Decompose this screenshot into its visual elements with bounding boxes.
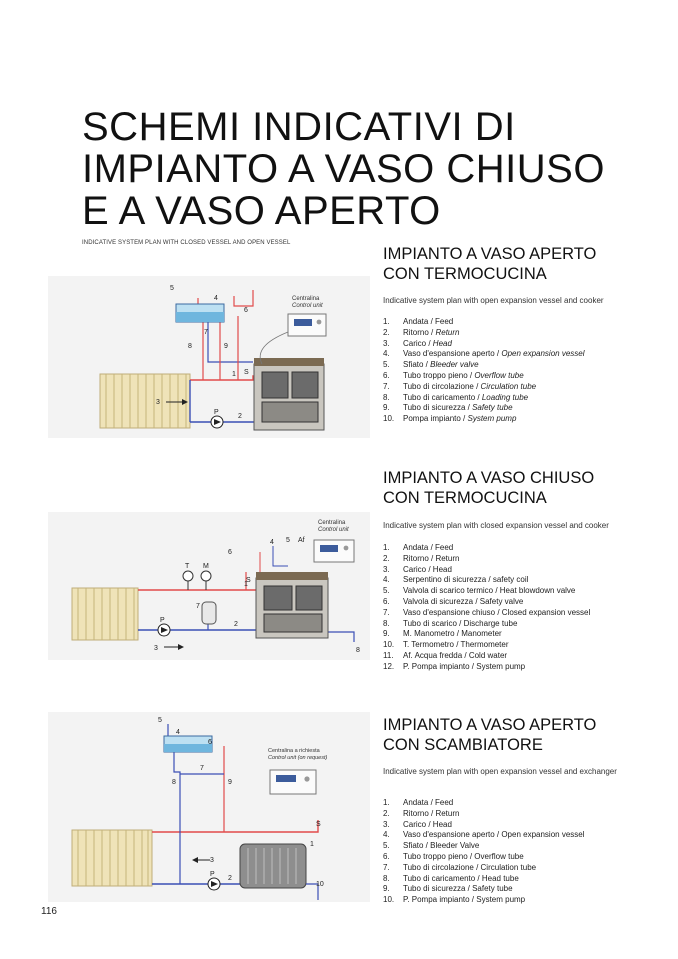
section-description: Indicative system plan with closed expansion vessel and cooker [383,521,609,530]
section-title: IMPIANTO A VASO CHIUSO CON TERMOCUCINA [383,469,595,507]
diagram-label: 4 [214,295,218,302]
diagram-label: 2 [234,621,238,628]
legend-list [383,543,590,673]
radiator-icon [72,830,152,886]
list-item: 10. Pompa impianto / System pump [383,414,517,424]
list-item: 9. Tubo di sicurezza / Safety tube [383,884,513,894]
diagram-label: 5 [170,285,174,292]
diagram-label: P [160,617,165,624]
list-item: 4. Vaso d'espansione aperto / Open expansion vessel [383,349,585,359]
diagram-label: 8 [172,779,176,786]
diagram-label: 1 [232,371,236,378]
section-title: IMPIANTO A VASO APERTO CON SCAMBIATORE [383,716,597,754]
diagram-label: 7 [200,765,204,772]
list-item: 6. Tubo troppo pieno / Overflow tube [383,851,524,861]
list-item: 10. T. Termometro / Thermometer [383,640,509,650]
legend-list [383,317,585,425]
diagram-label: 1 [310,841,314,848]
list-item: 4. Serpentino di sicurezza / safety coil [383,575,529,585]
list-item: 2. Ritorno / Return [383,327,460,337]
diagram-label: 9 [224,343,228,350]
control-unit-label-en: Control unit [292,303,323,309]
list-item: 9. Tubo di sicurezza / Safety tube [383,403,513,413]
list-item: 3. Carico / Head [383,338,452,348]
legend-list [383,798,585,906]
diagram-label: 10 [316,881,324,888]
radiator-icon [100,374,190,428]
control-unit-label: Centralina [318,520,346,526]
termocucina-icon [256,572,328,638]
page-number: 116 [41,906,57,917]
diagram-label: 7 [204,329,208,336]
control-unit-label: Centralina a richiesta [268,748,320,754]
list-item: 7. Tubo di circolazione / Circulation tube [383,381,537,391]
diagram-label: 6 [244,307,248,314]
diagram-label: T [185,563,190,570]
section-description: Indicative system plan with open expansion vessel and cooker [383,296,604,305]
list-item: 7. Tubo di circolazione / Circulation tube [383,862,537,872]
diagram-label: P [214,409,219,416]
list-item: 1. Andata / Feed [383,798,454,807]
list-item: 11. Af. Acqua fredda / Cold water [383,650,508,660]
list-item: 5. Valvola di scarico termico / Heat blowdown valve [383,586,576,596]
diagram-label: S [244,369,249,376]
diagram-open-vessel-exchanger [48,712,370,902]
diagram-label: 1 [244,581,248,588]
control-unit-label-en: Control unit [318,527,349,533]
diagram-label: 3 [156,399,160,406]
page-title: SCHEMI INDICATIVI DI IMPIANTO A VASO CHIUSO E A VASO APERTO [82,105,605,233]
list-item: 7. Vaso d'espansione chiuso / Closed expansion vessel [383,607,591,617]
list-item: 8. Tubo di scarico / Discharge tube [383,618,518,628]
termocucina-icon [254,358,324,430]
list-item: 3. Carico / Head [383,819,452,829]
list-item: 5. Sfiato / Bleeder Valve [383,841,480,851]
diagram-label: 9 [228,779,232,786]
diagram-label: 5 [158,717,162,724]
diagram-label: P [210,871,215,878]
list-item: 5. Sfiato / Bleeder valve [383,360,479,370]
diagram-open-vessel-cooker [48,276,370,438]
list-item: 2. Ritorno / Return [383,808,460,818]
section-title: IMPIANTO A VASO APERTO CON TERMOCUCINA [383,245,597,283]
page-subtitle: INDICATIVE SYSTEM PLAN WITH CLOSED VESSEL AND OPEN VESSEL [82,240,291,246]
diagram-label: S [316,821,321,828]
diagram-label: 6 [208,739,212,746]
diagram-label: 5 [286,537,290,544]
list-item: 6. Tubo troppo pieno / Overflow tube [383,370,524,380]
list-item: 2. Ritorno / Return [383,553,460,563]
list-item: 8. Tubo di caricamento / Head tube [383,873,519,883]
list-item: 4. Vaso d'espansione aperto / Open expansion vessel [383,830,585,840]
diagram-label: 8 [356,647,360,654]
list-item: 3. Carico / Head [383,564,452,574]
radiator-icon [72,588,138,640]
diagram-label: 2 [238,413,242,420]
list-item: 6. Valvola di sicurezza / Safety valve [383,596,524,606]
diagram-label: 6 [228,549,232,556]
diagram-label: 2 [228,875,232,882]
diagram-closed-vessel-cooker [48,512,370,660]
diagram-label: M [203,563,209,570]
diagram-label: S [246,577,251,584]
control-unit-icon [270,770,316,794]
diagram-label: 3 [154,645,158,652]
control-unit-label-en: Control unit (on request) [268,755,328,761]
exchanger-icon [240,844,306,888]
diagram-label: 7 [196,603,200,610]
list-item: 1. Andata / Feed [383,543,454,552]
list-item: 1. Andata / Feed [383,317,454,326]
diagram-label: 3 [210,857,214,864]
diagram-label: 4 [176,729,180,736]
diagram-label: 8 [188,343,192,350]
control-unit-label: Centralina [292,296,320,302]
diagram-label: 4 [270,539,274,546]
diagram-label: Af [298,537,305,544]
list-item: 12. P. Pompa impianto / System pump [383,661,526,671]
list-item: 8. Tubo di caricamento / Loading tube [383,392,529,402]
list-item: 9. M. Manometro / Manometer [383,629,502,639]
section-description: Indicative system plan with open expansion vessel and exchanger [383,767,617,776]
list-item: 10. P. Pompa impianto / System pump [383,895,526,905]
control-unit-icon [314,540,354,562]
